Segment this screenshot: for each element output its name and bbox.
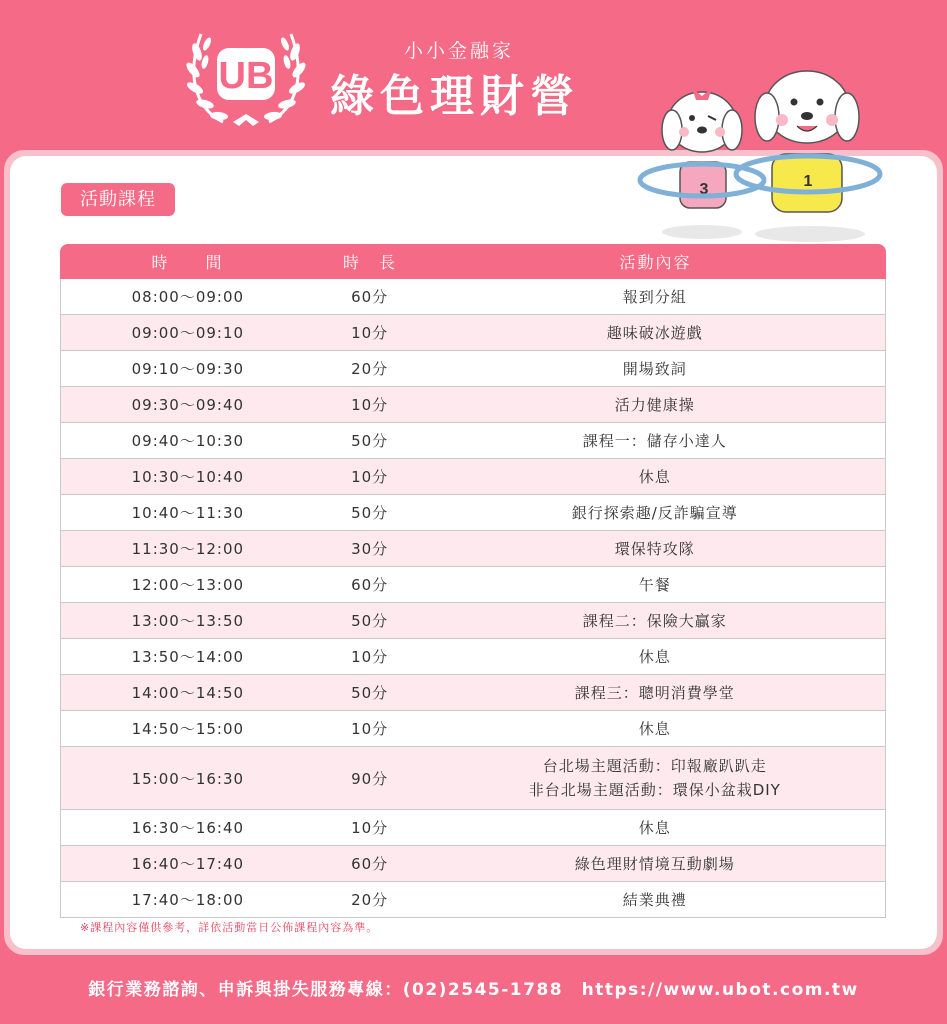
header-time: 時 間 bbox=[151, 253, 224, 272]
cell-time: 09:40～10:30 bbox=[131, 432, 245, 450]
cell-time: 10:30～10:40 bbox=[131, 468, 245, 486]
cell-time: 08:00～09:00 bbox=[131, 288, 245, 306]
svg-text:1: 1 bbox=[803, 173, 813, 190]
subtitle: 小小金融家 bbox=[404, 40, 515, 62]
cell-time: 16:40～17:40 bbox=[131, 855, 245, 873]
cell-duration: 60分 bbox=[351, 576, 389, 594]
dog-mascots-illustration bbox=[632, 62, 912, 242]
content-line: 趣味破冰遊戲 bbox=[606, 323, 703, 342]
cell-time: 17:40～18:00 bbox=[131, 891, 245, 909]
cell-time: 15:00～16:30 bbox=[131, 769, 245, 788]
cell-content bbox=[425, 393, 885, 417]
cell-duration: 10分 bbox=[351, 648, 389, 666]
content-line: 午餐 bbox=[638, 575, 671, 594]
cell-duration: 30分 bbox=[351, 540, 389, 558]
cell-duration: 50分 bbox=[351, 612, 389, 630]
content-line: 休息 bbox=[638, 467, 671, 486]
cell-time: 14:50～15:00 bbox=[131, 720, 245, 738]
cell-content bbox=[425, 852, 885, 876]
cell-duration: 10分 bbox=[351, 324, 389, 342]
content-line: 休息 bbox=[638, 719, 671, 738]
table-row bbox=[61, 350, 885, 386]
cell-time: 09:00～09:10 bbox=[131, 324, 245, 342]
table-row bbox=[61, 458, 885, 494]
cell-content bbox=[425, 429, 885, 453]
page-title: 綠色理財營 bbox=[330, 71, 580, 122]
cell-duration: 60分 bbox=[351, 288, 389, 306]
cell-duration: 50分 bbox=[351, 432, 389, 450]
cell-duration: 60分 bbox=[351, 855, 389, 873]
cell-content bbox=[425, 816, 885, 840]
cell-time: 12:00～13:00 bbox=[131, 576, 245, 594]
disclaimer-note: ※課程內容僅供參考，詳依活動當日公佈課程內容為準。 bbox=[80, 921, 379, 934]
table-row bbox=[61, 746, 885, 809]
table-row bbox=[61, 809, 885, 845]
content-line: 休息 bbox=[638, 818, 671, 837]
cell-content bbox=[425, 537, 885, 561]
header-duration: 時 長 bbox=[342, 253, 397, 272]
cell-content bbox=[425, 888, 885, 912]
content-line: 綠色理財情境互動劇場 bbox=[574, 854, 735, 873]
cell-content bbox=[425, 321, 885, 345]
cell-content bbox=[425, 645, 885, 669]
cell-duration: 50分 bbox=[351, 504, 389, 522]
schedule-table bbox=[60, 244, 886, 918]
cell-content bbox=[425, 501, 885, 525]
content-line: 課程二：保險大贏家 bbox=[582, 611, 727, 630]
cell-duration: 20分 bbox=[351, 360, 389, 378]
content-line: 結業典禮 bbox=[622, 890, 687, 909]
cell-content bbox=[425, 717, 885, 741]
cell-time: 13:00～13:50 bbox=[131, 612, 245, 630]
cell-content bbox=[425, 573, 885, 597]
content-line: 台北場主題活動：印報廠趴趴走 bbox=[542, 757, 767, 775]
cell-time: 11:30～12:00 bbox=[131, 540, 245, 558]
cell-duration: 10分 bbox=[351, 468, 389, 486]
section-tag: 活動課程 bbox=[61, 183, 175, 216]
table-row bbox=[61, 530, 885, 566]
content-line: 非台北場主題活動：環保小盆栽DIY bbox=[528, 781, 781, 799]
cell-content bbox=[425, 609, 885, 633]
cell-time: 16:30～16:40 bbox=[131, 819, 245, 837]
table-row bbox=[61, 386, 885, 422]
svg-text:UB: UB bbox=[218, 55, 274, 97]
cell-time: 09:30～09:40 bbox=[131, 396, 245, 414]
table-row bbox=[61, 602, 885, 638]
cell-content bbox=[425, 681, 885, 705]
svg-text:3: 3 bbox=[699, 181, 709, 198]
table-row bbox=[61, 638, 885, 674]
cell-duration: 50分 bbox=[351, 684, 389, 702]
cell-time: 14:00～14:50 bbox=[131, 684, 245, 702]
content-line: 開場致詞 bbox=[622, 359, 687, 378]
table-row bbox=[61, 314, 885, 350]
table-row bbox=[61, 566, 885, 602]
content-line: 環保特攻隊 bbox=[614, 539, 695, 558]
ub-laurel-logo bbox=[183, 22, 309, 130]
content-line: 休息 bbox=[638, 647, 671, 666]
cell-time: 09:10～09:30 bbox=[131, 360, 245, 378]
content-line: 活力健康操 bbox=[614, 395, 695, 414]
cell-duration: 90分 bbox=[351, 769, 389, 788]
cell-time: 10:40～11:30 bbox=[131, 504, 245, 522]
cell-content bbox=[425, 465, 885, 489]
content-line: 課程一：儲存小達人 bbox=[582, 431, 727, 450]
table-row bbox=[61, 279, 885, 314]
content-line: 課程三：聰明消費學堂 bbox=[574, 683, 735, 702]
table-row bbox=[61, 881, 885, 917]
cell-time: 13:50～14:00 bbox=[131, 648, 245, 666]
cell-duration: 10分 bbox=[351, 396, 389, 414]
footer-contact: 銀行業務諮詢、申訴與掛失服務專線：(02)2545-1788 https://www.ubot.com.tw bbox=[88, 980, 859, 1000]
content-line: 報到分組 bbox=[622, 287, 687, 306]
table-row bbox=[61, 422, 885, 458]
cell-duration: 10分 bbox=[351, 819, 389, 837]
header-content: 活動內容 bbox=[619, 253, 692, 272]
content-line: 銀行探索趣/反詐騙宣導 bbox=[571, 503, 738, 522]
cell-content bbox=[425, 285, 885, 309]
table-row bbox=[61, 710, 885, 746]
table-row bbox=[61, 845, 885, 881]
table-row bbox=[61, 674, 885, 710]
cell-content bbox=[425, 357, 885, 381]
table-body bbox=[60, 279, 886, 918]
table-row bbox=[61, 494, 885, 530]
cell-duration: 10分 bbox=[351, 720, 389, 738]
cell-duration: 20分 bbox=[351, 891, 389, 909]
cell-content bbox=[425, 754, 885, 802]
table-header bbox=[60, 244, 886, 279]
